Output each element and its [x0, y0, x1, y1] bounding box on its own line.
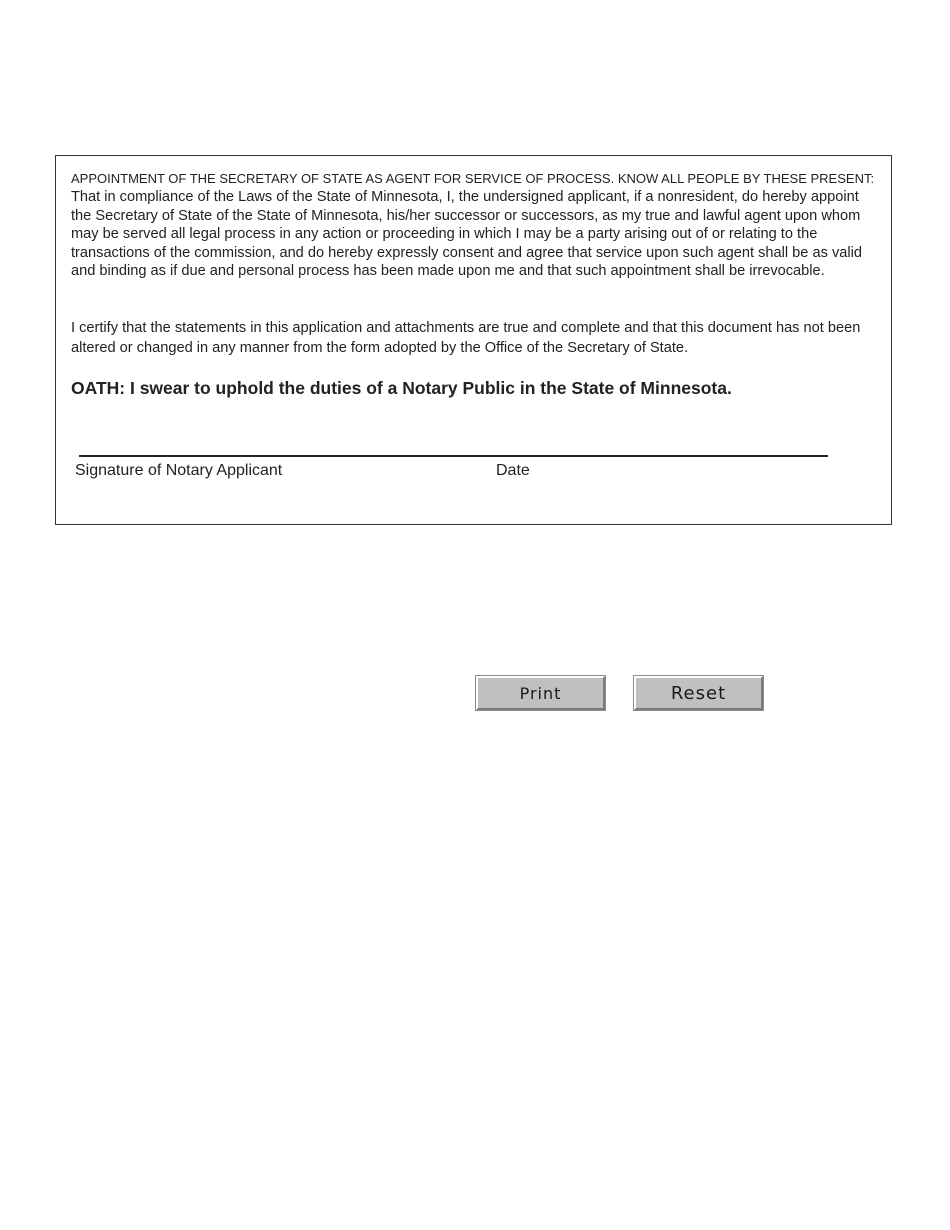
date-label: Date [496, 462, 530, 479]
appointment-heading: APPOINTMENT OF THE SECRETARY OF STATE AS AGENT FOR SERVICE OF PROCESS. KNOW ALL PEOPLE BY THESE PRESENT: [71, 171, 875, 186]
print-button[interactable]: Print [476, 676, 605, 710]
appointment-oath-section [55, 155, 892, 525]
oath-statement: OATH: I swear to uphold the duties of a Notary Public in the State of Minnesota. [71, 378, 732, 398]
certification-text: I certify that the statements in this application and attachments are true and complete and that this document has not been altered or changed in any manner from the form adopted by the Office of the Secretary of State. [71, 320, 861, 356]
signature-label: Signature of Notary Applicant [75, 462, 283, 479]
appointment-body-text: That in compliance of the Laws of the State of Minnesota, I, the undersigned applicant, if a nonresident, do hereby appoint the Secretary of State of the State of Minnesota, his/her successor or successors, as my true and lawful agent upon whom may be served all legal process in any action or proceeding in which I may be a party arising out of or relating to the transactions of the commission, and do hereby expressly consent and agree that service upon such agent shall be as valid and binding as if due and personal process has been made upon me and that such appointment shall be irrevocable. [71, 189, 862, 279]
signature-line [79, 455, 828, 457]
reset-button[interactable]: Reset [634, 676, 763, 710]
